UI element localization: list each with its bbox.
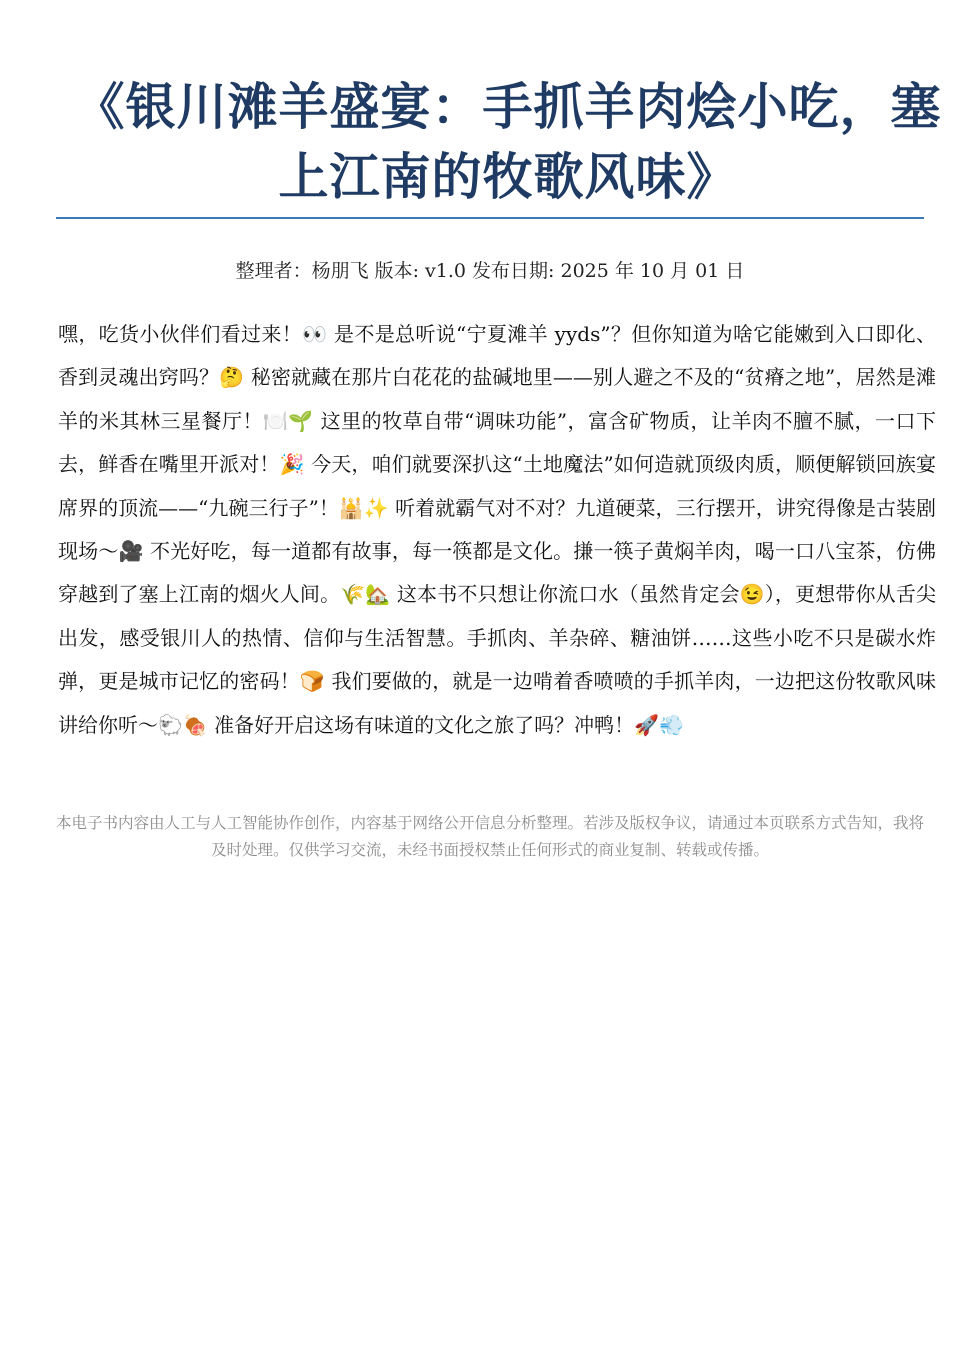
disclaimer-text: 本电子书内容由人工与人工智能协作创作，内容基于网络公开信息分析整理。若涉及版权争议，请通过本页联系方式告知，我将及时处理。仅供学习交流，未经书面授权禁止任何形式的商业复制、转载或传播。 xyxy=(56,814,925,859)
body-paragraph: 嘿，吃货小伙伴们看过来！👀 是不是总听说“宁夏滩羊 yyds”？但你知道为啥它能嫩到入口即化、香到灵魂出窍吗？🤔 秘密就藏在那片白花花的盐碱地里——别人避之不及的“贫瘠之地”，居然是滩羊的米其林三星餐厅！🍽️🌱 这里的牧草自带“调味功能”，富含矿物质，让羊肉不膻不腻，一口下去，鲜香在嘴里开派对！🎉 今天，咱们就要深扒这“土地魔法”如何造就顶级肉质，顺便解锁回族宴席界的顶流——“九碗三行子”！🕌✨ 听着就霸气对不对？九道硬菜，三行摆开，讲究得像是古装剧现场～🎥 不光好吃，每一道都有故事，每一筷都是文化。搛一筷子黄焖羊肉，喝一口八宝茶，仿佛穿越到了塞上江南的烟火人间。🌾🏡 这本书不只想让你流口水（虽然肯定会😉），更想带你从舌尖出发，感受银川人的热情、信仰与生活智慧。手抓肉、羊杂碎、糖油饼……这些小吃不只是碳水炸弹，更是城市记忆的密码！🍞 我们要做的，就是一边啃着香喷喷的手抓羊肉，一边把这份牧歌风味讲给你听～🐑🍖 准备好开启这场有味道的文化之旅了吗？冲鸭！🚀💨 xyxy=(58,322,936,737)
document-title: 《银川滩羊盛宴：手抓羊肉烩小吃，塞上江南的牧歌风味》 xyxy=(74,78,942,206)
document-meta: 整理者：杨朋飞 版本: v1.0 发布日期: 2025 年 10 月 01 日 xyxy=(235,260,745,282)
title-divider xyxy=(56,217,924,219)
